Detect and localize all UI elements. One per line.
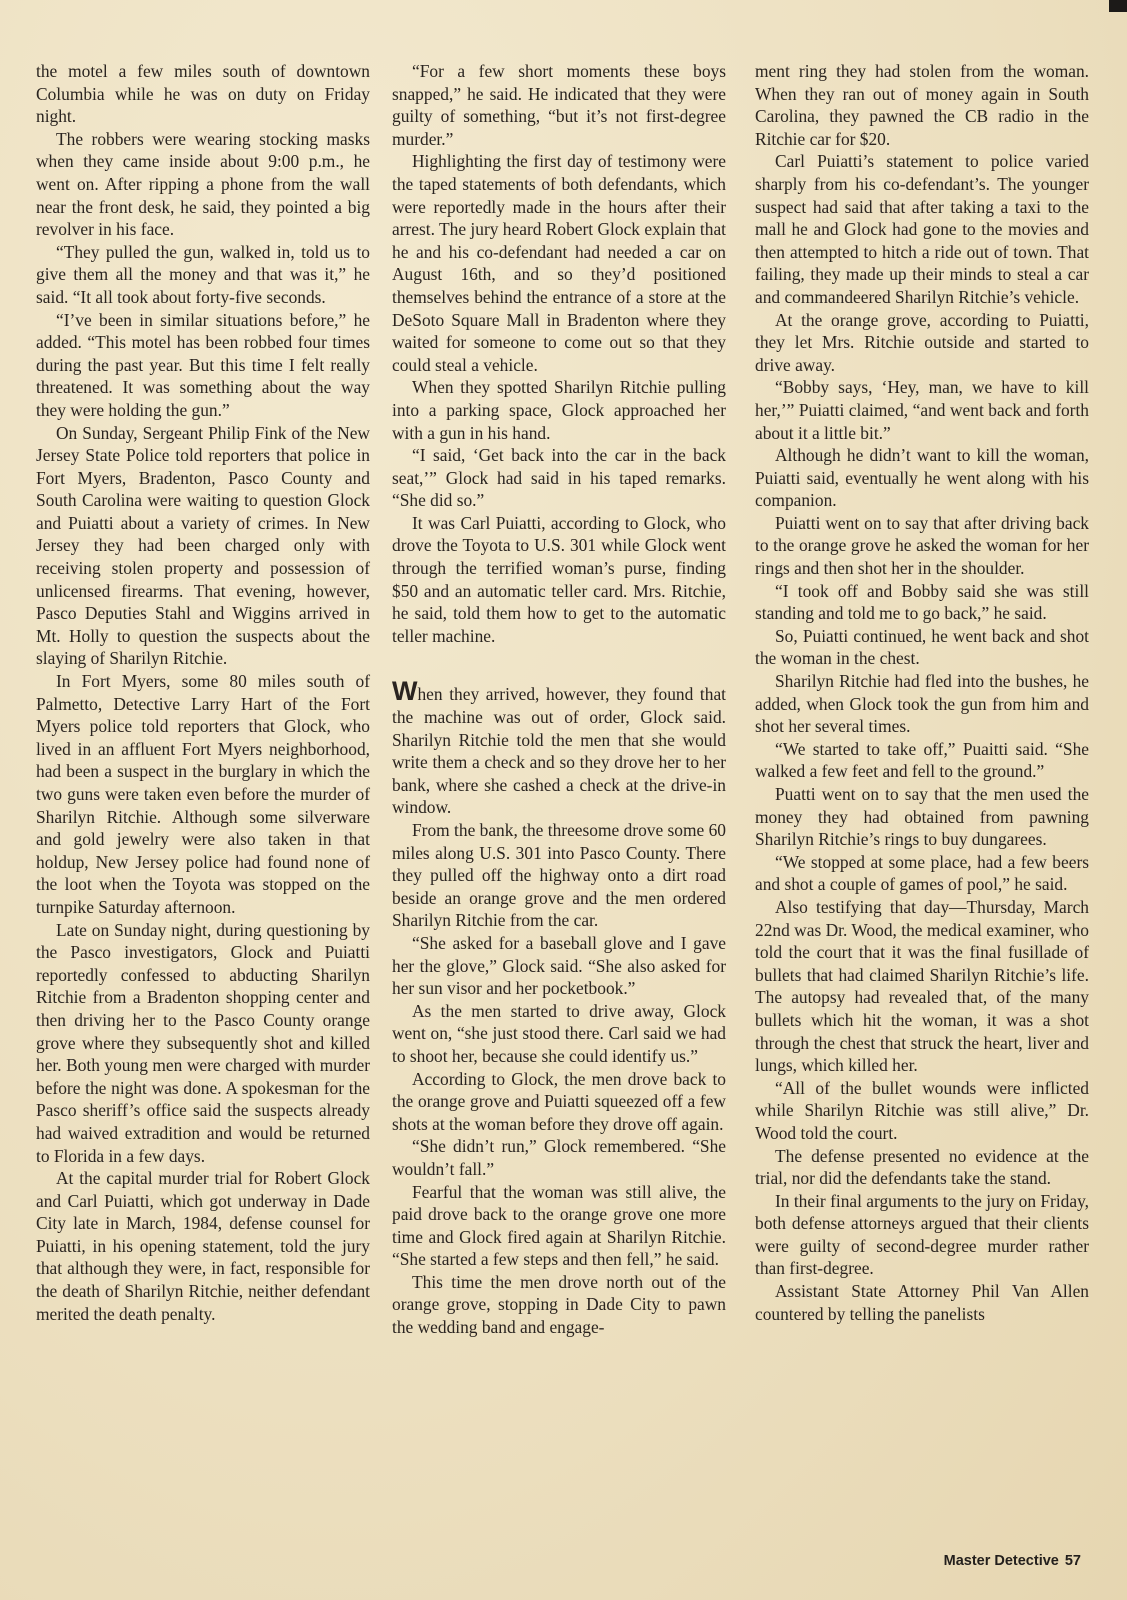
page-number: 57 — [1064, 1553, 1081, 1569]
section-text: hen they arrived, however, they found that the machine was out of order, Glock said. Sharilyn Ritchie told the men that she would write them a check and so they drove her to her bank, where she cashed a check at the drive-in window. — [392, 684, 726, 818]
paragraph: At the capital murder trial for Robert Glock and Carl Puiatti, which got underway in Dade City late in March, 1984, defense counsel for Puiatti, in his opening statement, told the jury that although they were, in fact, responsible for the death of Sharilyn Ritchie, neither defendant merited the death penalty. — [36, 1168, 370, 1324]
article-column-2 — [392, 60, 726, 1339]
paragraph: “She asked for a baseball glove and I gave her the glove,” Glock said. “She also asked for her sun visor and her pocketbook.” — [392, 932, 726, 999]
section-break-paragraph — [392, 676, 726, 819]
paragraph: Sharilyn Ritchie had fled into the bushes, he added, when Glock took the gun from him and shot her several times. — [755, 671, 1089, 737]
paragraph: Late on Sunday night, during questioning by the Pasco investigators, Glock and Puiatti reportedly confessed to abducting Sharilyn Ritchie from a Bradenton shopping center and then driving her to the Pasco County orange grove where they subsequently shot and killed her. Both young men were charged with murder before the night was done. A spokesman for the Pasco sheriff’s office said the suspects already had waived extradition and would be returned to Florida in a few days. — [36, 919, 370, 1166]
paragraph: “For a few short moments these boys snapped,” he said. He indicated that they were guilty of something, “but it’s not first-degree murder.” — [392, 61, 726, 149]
paragraph: When they spotted Sharilyn Ritchie pulling into a parking space, Glock approached her with a gun in his hand. — [392, 377, 726, 443]
drop-cap: W — [392, 676, 417, 707]
paragraph: So, Puiatti continued, he went back and shot the woman in the chest. — [755, 625, 1089, 669]
paragraph: “I took off and Bobby said she was still standing and told me to go back,” he said. — [755, 580, 1089, 624]
page-corner-shadow — [1109, 0, 1127, 12]
paragraph: It was Carl Puiatti, according to Glock, who drove the Toyota to U.S. 301 while Glock went through the terrified woman’s purse, finding $50 and an automatic teller card. Mrs. Ritchie, he said, told them how to get to the automatic teller machine. — [392, 512, 726, 646]
paragraph: Puatti went on to say that the men used the money they had obtained from pawning Sharilyn Ritchie’s rings to buy dungarees. — [755, 784, 1089, 850]
paragraph: Highlighting the first day of testimony were the taped statements of both defendants, which were reportedly made in the hours after their arrest. The jury heard Robert Glock explain that he and his co-defendant had needed a car on August 16th, and so they’d positioned themselves behind the entrance of a store at the DeSoto Square Mall in Bradenton where they waited for someone to come out so that they could steal a vehicle. — [392, 151, 726, 375]
paragraph: Carl Puiatti’s statement to police varied sharply from his co-defendant’s. The younger suspect had said that after taking a taxi to the mall he and Glock had gone to the movies and then attempted to hitch a ride out of town. That failing, they made up their minds to steal a car and commandeered Sharilyn Ritchie’s vehicle. — [755, 151, 1089, 307]
article-column-3 — [755, 60, 1089, 1325]
paragraph: “Bobby says, ‘Hey, man, we have to kill her,’” Puiatti claimed, “and went back and forth about it a little bit.” — [755, 377, 1089, 443]
paragraph: “All of the bullet wounds were inflicted while Sharilyn Ritchie was still alive,” Dr. Wood told the court. — [755, 1077, 1089, 1143]
paragraph: “We stopped at some place, had a few beers and shot a couple of games of pool,” he said. — [755, 851, 1089, 895]
paragraph: “They pulled the gun, walked in, told us to give them all the money and that was it,” he said. “It all took about forty-five seconds. — [36, 241, 370, 307]
paragraph: This time the men drove north out of the orange grove, stopping in Dade City to pawn the wedding band and engage- — [392, 1271, 726, 1338]
paragraph: the motel a few miles south of downtown Columbia while he was on duty on Friday night. — [36, 61, 370, 127]
paragraph: “I said, ‘Get back into the car in the back seat,’” Glock had said in his taped remarks. “She did so.” — [392, 445, 726, 511]
paragraph: Although he didn’t want to kill the woman, Puiatti said, eventually he went along with his companion. — [755, 445, 1089, 511]
page-footer — [944, 1553, 1081, 1569]
paragraph: Fearful that the woman was still alive, the paid drove back to the orange grove one more time and Glock fired again at Sharilyn Ritchie. “She started a few steps and then fell,” he said. — [392, 1181, 726, 1270]
paragraph: On Sunday, Sergeant Philip Fink of the New Jersey State Police told reporters that police in Fort Myers, Bradenton, Pasco County and South Carolina were waiting to question Glock and Puiatti about a variety of crimes. In New Jersey they had been charged only with receiving stolen property and possession of unlicensed firearms. That evening, however, Pasco Deputies Stahl and Wiggins arrived in Mt. Holly to question the suspects about the slaying of Sharilyn Ritchie. — [36, 422, 370, 669]
paragraph: At the orange grove, according to Puiatti, they let Mrs. Ritchie outside and started to drive away. — [755, 309, 1089, 375]
paragraph: From the bank, the threesome drove some 60 miles along U.S. 301 into Pasco County. There they pulled off the highway onto a dirt road beside an orange grove and the men ordered Sharilyn Ritchie from the car. — [392, 820, 726, 931]
paragraph: Assistant State Attorney Phil Van Allen countered by telling the panelists — [755, 1281, 1089, 1324]
publication-name: Master Detective — [943, 1553, 1059, 1569]
paragraph: “We started to take off,” Puaitti said. “She walked a few feet and fell to the ground.” — [755, 738, 1089, 782]
paragraph: Also testifying that day—Thursday, March 22nd was Dr. Wood, the medical examiner, who told the court that it was the final fusillade of bullets that had claimed Sharilyn Ritchie’s life. The autopsy had revealed that, of the many bullets which hit the woman, it was a shot through the chest that struck the heart, liver and lungs, which killed her. — [755, 896, 1089, 1076]
paragraph: “She didn’t run,” Glock remembered. “She wouldn’t fall.” — [392, 1136, 726, 1179]
paragraph: “I’ve been in similar situations before,” he added. “This motel has been robbed four times during the past year. But this time I felt really threatened. It was something about the way they were holding the gun.” — [36, 309, 370, 420]
paragraph: ment ring they had stolen from the woman. When they ran out of money again in South Carolina, they pawned the CB radio in the Ritchie car for $20. — [755, 61, 1089, 149]
paragraph: As the men started to drive away, Glock went on, “she just stood there. Carl said we had to shoot her, because she could identify us.” — [392, 1000, 726, 1066]
paragraph: The defense presented no evidence at the trial, nor did the defendants take the stand. — [755, 1145, 1089, 1189]
paragraph: Puiatti went on to say that after driving back to the orange grove he asked the woman for her rings and then shot her in the shoulder. — [755, 512, 1089, 579]
paragraph: In their final arguments to the jury on Friday, both defense attorneys argued that their clients were guilty of second-degree murder rather than first-degree. — [755, 1190, 1089, 1279]
article-column-1 — [36, 60, 370, 1325]
paragraph: The robbers were wearing stocking masks when they came inside about 9:00 p.m., he went on. After ripping a phone from the wall near the front desk, he said, they pointed a big revolver in his face. — [36, 128, 370, 240]
paragraph: According to Glock, the men drove back to the orange grove and Puiatti squeezed off a few shots at the woman before they drove off again. — [392, 1068, 726, 1134]
paragraph: In Fort Myers, some 80 miles south of Palmetto, Detective Larry Hart of the Fort Myers police told reporters that Glock, who lived in an affluent Fort Myers neighborhood, had been a suspect in the burglary in which the two guns were taken even before the murder of Sharilyn Ritchie. Although some silverware and gold jewelry were also taken in that holdup, New Jersey police had found none of the loot when the Toyota was stopped on the turnpike Saturday afternoon. — [36, 671, 370, 917]
